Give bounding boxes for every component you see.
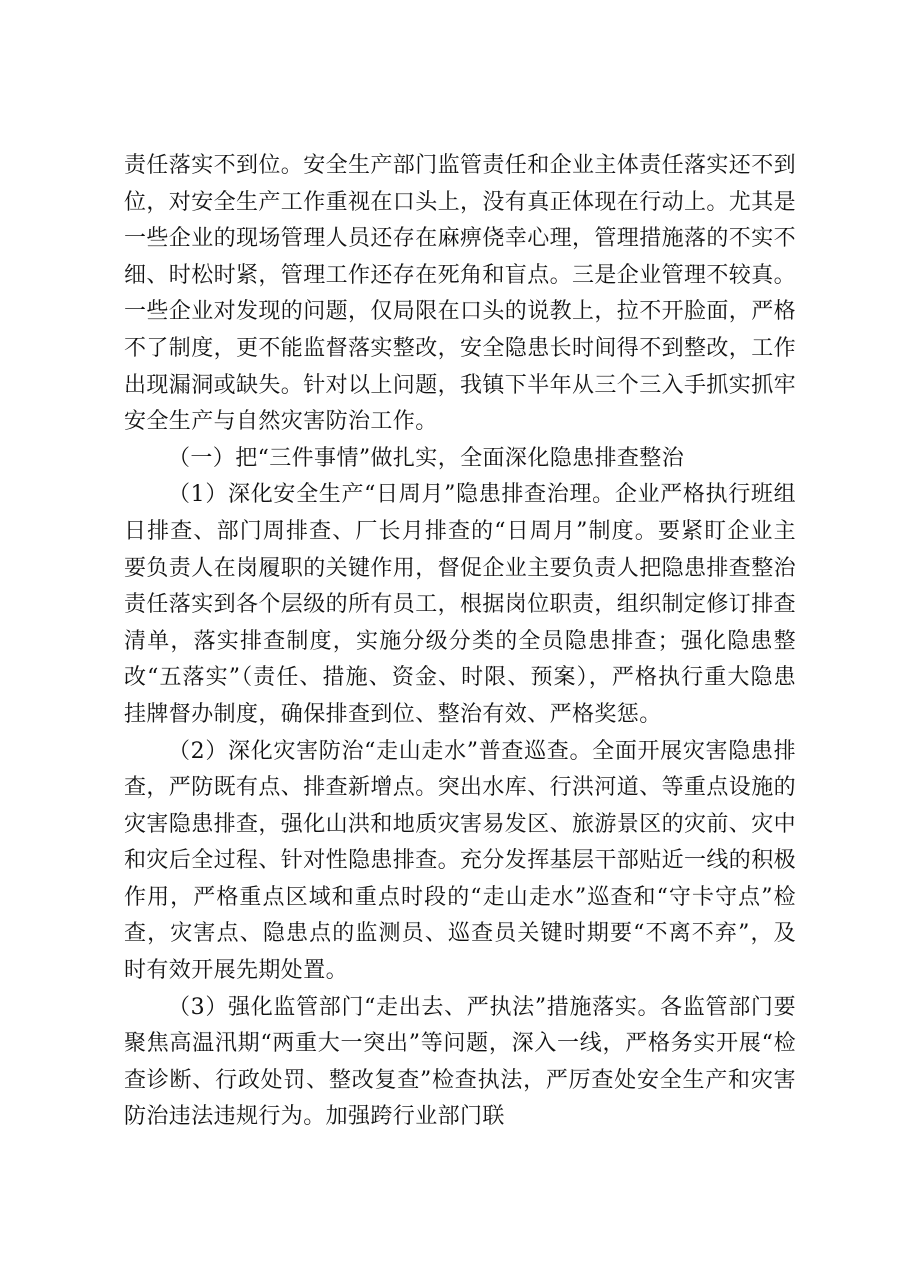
body-paragraph: （2）深化灾害防治“走山走水”普查巡查。全面开展灾害隐患排查，严防既有点、排查新增点。突出水库、行洪河道、等重点设施的灾害隐患排查，强化山洪和地质灾害易发区、旅游景区的灾前、灾中和灾后全过程、针对性隐患排查。充分发挥基层干部贴近一线的积极作用，严格重点区域和重点时段的“走山走水”巡查和“守卡守点”检查，灾害点、隐患点的监测员、巡查员关键时期要“不离不弃”，及时有效开展先期处置。 xyxy=(124,738,797,984)
body-paragraph: 责任落实不到位。安全生产部门监管责任和企业主体责任落实还不到位，对安全生产工作重视在口头上，没有真正体现在行动上。尤其是一些企业的现场管理人员还存在麻痹侥幸心理，管理措施落的不实不细、时松时紧，管理工作还存在死角和盲点。三是企业管理不较真。一些企业对发现的问题，仅局限在口头的说教上，拉不开脸面，严格不了制度，更不能监督落实整改，安全隐患长时间得不到整改，工作出现漏洞或缺失。针对以上问题，我镇下半年从三个三入手抓实抓牢安全生产与自然灾害防治工作。 xyxy=(124,153,797,435)
body-paragraph: （1）深化安全生产“日周月”隐患排查治理。企业严格执行班组日排查、部门周排查、厂长月排查的“日周月”制度。要紧盯企业主要负责人在岗履职的关键作用，督促企业主要负责人把隐患排查整治责任落实到各个层级的所有员工，根据岗位职责，组织制定修订排查清单，落实排查制度，实施分级分类的全员隐患排查；强化隐患整改“五落实”（责任、措施、资金、时限、预案），严格执行重大隐患挂牌督办制度，确保排查到位、整治有效、严格奖惩。 xyxy=(124,482,797,727)
document-page xyxy=(124,148,796,1136)
body-paragraph: （3）强化监管部门“走出去、严执法”措施落实。各监管部门要聚焦高温汛期“两重大一突出”等问题，深入一线，严格务实开展“检查诊断、行政处罚、整改复查”检查执法，严厉查处安全生产和灾害防治违法违规行为。加强跨行业部门联 xyxy=(124,994,796,1130)
section-heading: （一）把“三件事情”做扎实，全面深化隐患排查整治 xyxy=(168,445,685,471)
